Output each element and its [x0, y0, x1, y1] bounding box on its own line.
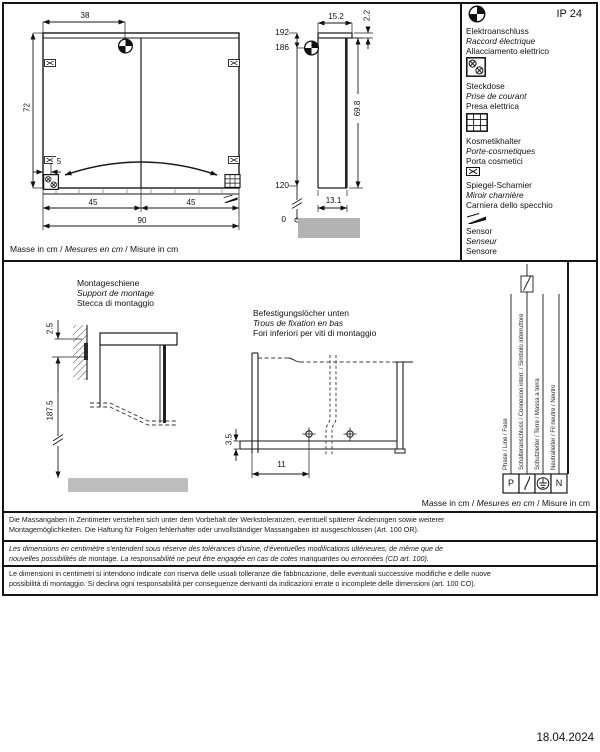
units-sep: / — [534, 498, 542, 508]
units-fr: Mesures en cm — [476, 498, 535, 508]
floor-block — [68, 478, 188, 492]
title-fr: Trous de fixation en bas — [253, 318, 344, 328]
dim-bar-height: 3.5 — [225, 429, 234, 451]
disclaimer-line: Montagemöglichkeiten. Die Haftung für Folgen fehlerhafter oder unvollständiger Massangaben ist ausgeschlossen (Art. 100 OR). — [9, 524, 419, 534]
disclaimer-line: Les dimensions en centimètre s'entendent sous réserve des tolérances d'usine, d'éventuelles modifications ultérieures, de même que de — [9, 544, 444, 553]
dim-panel-thickness: 2.2 — [363, 5, 372, 27]
cosmetic-holder-icon — [467, 114, 487, 131]
legend-label: Sensore — [466, 246, 497, 256]
mounting-section — [2, 260, 598, 513]
legend-label: Spiegel-Scharnier — [466, 180, 532, 190]
disclaimer-line: Le dimensioni in centimetri si intendono indicate con riserva delle usuali tolleranze die fabbricazione, delle eventuali successive modifiche e delle nuove — [9, 569, 491, 578]
legend-item-hinge — [466, 180, 553, 210]
level-192: 192 — [275, 27, 289, 37]
legend-label: Raccord électrique — [466, 36, 536, 46]
title-de: Montageschiene — [77, 278, 140, 288]
mounting-rail — [84, 343, 88, 360]
units-de: Masse in cm — [10, 244, 58, 254]
power-socket-icon — [44, 175, 59, 190]
legend-label: Allacciamento elettrico — [466, 46, 550, 56]
mirror-hinge-icon — [228, 60, 239, 67]
disclaimer-line: Die Massangaben in Zentimeter verstehen sich unter dem Vorbehalt der Werkstoleranzen, eventuell späterer Änderungen sowie weiterer — [9, 515, 445, 524]
level-120: 120 — [275, 180, 289, 190]
mirror-hinge-icon — [228, 157, 239, 164]
units-note — [10, 244, 178, 254]
legend-label: Steckdose — [466, 81, 505, 91]
side-view — [289, 23, 373, 238]
dim-body-height: 69.8 — [353, 94, 362, 123]
wire-label-earth: Schutzleiter / Terre / Massa a terra — [535, 378, 541, 470]
units-it: Misure in cm — [130, 244, 179, 254]
legend-label: Prise de courant — [466, 91, 527, 101]
dim-hole-offset: 11 — [270, 460, 293, 469]
legend-label: Sensor — [466, 226, 493, 236]
electrical-connection-icon — [305, 41, 319, 55]
disclaimer-italian — [2, 565, 598, 596]
legend-label: Miroir charnière — [466, 190, 524, 200]
dim-bottom-depth: 13.1 — [317, 196, 350, 205]
dim-width: 90 — [129, 216, 155, 225]
legend-divider — [460, 4, 462, 260]
legend-item-electrical — [466, 26, 549, 56]
title-de: Befestigungslöcher unten — [253, 308, 349, 318]
title-it: Stecca di montaggio — [77, 298, 155, 308]
units-fr: Mesures en cm — [64, 244, 123, 254]
electrical-connection-icon — [119, 39, 133, 53]
legend-label: Porte-cosmetiques — [466, 146, 536, 156]
mirror-hinge-icon — [467, 168, 480, 176]
units-note — [422, 498, 590, 508]
disclaimer-line: possibilità di montaggio. Si declina ogni responsabilità per conseguenze derivanti da indicazioni errate o incomplete delle dimensioni (art. 100 CO). — [9, 578, 476, 588]
cosmetic-holder-icon — [225, 175, 240, 188]
terminal-n-label: N — [555, 478, 563, 488]
level-186: 186 — [275, 42, 289, 52]
legend-item-socket — [466, 81, 526, 111]
dim-top-offset: 38 — [72, 11, 98, 20]
montage-title — [77, 278, 154, 308]
title-it: Fori inferiori per viti di montaggio — [253, 328, 377, 338]
wire-label-phase: Phase / Line / Fase — [503, 418, 509, 470]
floor-block — [298, 218, 360, 238]
units-de: Masse in cm — [421, 498, 470, 508]
title-fr: Support de montage — [77, 288, 155, 298]
disclaimer-german — [2, 511, 598, 542]
units-it: Misure in cm — [541, 498, 590, 508]
legend-item-cosmetic — [466, 136, 535, 166]
legend-label: Senseur — [466, 236, 497, 246]
fixing-title — [253, 308, 376, 338]
dim-half-right: 45 — [178, 198, 204, 207]
legend-label: Elektroanschluss — [466, 26, 529, 36]
legend-label: Carniera dello specchio — [466, 200, 553, 210]
wire-label-switch: Schalteranschluss / Connexion interr. / Simbolo interruttore — [519, 313, 525, 470]
dim-hinge-offset: 5 — [53, 157, 65, 166]
front-view — [33, 22, 239, 230]
units-sep: / — [57, 244, 65, 254]
sensor-icon — [224, 195, 238, 203]
electrical-connection-icon — [469, 6, 484, 21]
montage-rail-drawing — [52, 320, 188, 492]
legend-label: Presa elettrica — [466, 101, 520, 111]
dim-height: 72 — [23, 99, 32, 117]
units-sep: / — [469, 498, 477, 508]
dim-half-left: 45 — [80, 198, 106, 207]
dim-depth: 15.2 — [320, 12, 352, 21]
legend-label: Porta cosmetici — [466, 156, 523, 166]
disclaimer-french — [2, 540, 598, 567]
mirror-hinge-icon — [44, 60, 55, 67]
dim-mount-height: 187.5 — [46, 395, 55, 427]
level-0: 0 — [281, 214, 286, 224]
units-sep: / — [122, 244, 131, 254]
fixing-holes-drawing — [230, 353, 413, 478]
wire-label-neutral: Neutralleiter / Fil neutre / Neutro — [551, 384, 557, 470]
terminal-p-label: P — [507, 478, 514, 488]
top-section — [2, 2, 598, 262]
dim-rail-offset: 2.5 — [46, 318, 55, 340]
revision-date: 18.04.2024 — [536, 732, 594, 744]
legend-item-sensor — [466, 226, 497, 256]
ip-rating: IP 24 — [556, 8, 582, 20]
sensor-icon — [467, 214, 486, 225]
legend-label: Kosmetikhalter — [466, 136, 521, 146]
disclaimer-line: nouvelles possibilités de montage. La responsabilité ne peut être engagée en cas de cotes manquantes ou erronnées (CD art. 100). — [9, 553, 429, 563]
power-socket-icon — [467, 58, 485, 76]
